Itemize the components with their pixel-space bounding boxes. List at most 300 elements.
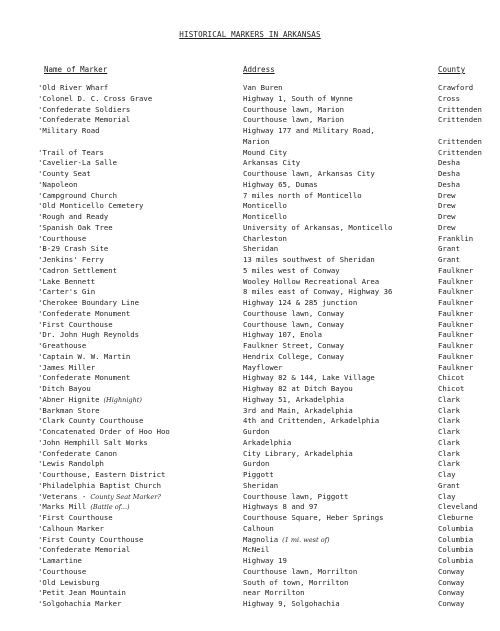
marker-name [38, 492, 238, 503]
marker-address-text: Marion [243, 136, 270, 146]
marker-county: Cross [438, 93, 460, 103]
marker-name [38, 406, 238, 417]
marker-address [243, 535, 435, 546]
table-row [0, 599, 500, 610]
marker-address-text: Wooley Hollow Recreational Area [243, 276, 380, 286]
marker-county: Clark [438, 416, 460, 426]
marker-name [38, 363, 238, 374]
table-row [0, 115, 500, 126]
table-row [0, 320, 500, 331]
marker-address-text: Van Buren [243, 83, 283, 92]
marker-name [38, 223, 238, 234]
marker-county: Clark [438, 405, 460, 415]
marker-name-text: 'Captain W. W. Martin [38, 351, 131, 361]
marker-address [243, 599, 435, 610]
marker-name [38, 459, 238, 470]
marker-county: Franklin [438, 233, 474, 243]
marker-address [243, 287, 435, 298]
handwritten-note: (1 mi. west of) [282, 535, 330, 544]
marker-name-text: 'County Seat [38, 169, 91, 178]
marker-name [38, 535, 238, 546]
table-row [0, 169, 500, 180]
marker-address [243, 427, 435, 438]
marker-county: Faulkner [438, 287, 474, 297]
marker-county: Clark [438, 459, 460, 469]
marker-name-text: 'Trail of Tears [38, 147, 104, 157]
table-row [0, 363, 500, 374]
marker-county: Clark [438, 448, 460, 458]
marker-name [38, 416, 238, 427]
marker-name-text: 'Old Monticello Cemetery [38, 201, 144, 211]
marker-address-text: Courthouse lawn, Arkansas City [243, 169, 375, 178]
marker-address-text: Highway 51, Arkadelphia [243, 394, 345, 404]
table-row [0, 395, 500, 406]
marker-name-text: 'Courthouse, Eastern District [38, 470, 166, 479]
marker-name-text: 'Lake Bennett [38, 276, 96, 286]
marker-name-text: 'Veterans - [38, 491, 87, 501]
marker-address [243, 83, 435, 94]
marker-name-text: 'Old River Wharf [38, 83, 109, 92]
marker-name [38, 599, 238, 610]
marker-address-text: Highway 177 and Military Road, [243, 126, 375, 135]
table-row [0, 406, 500, 417]
marker-name-text: 'Rough and Ready [38, 212, 109, 221]
table-row [0, 502, 500, 513]
marker-address-text: Highway 82 & 144, Lake Village [243, 373, 375, 383]
marker-name-text: 'Cherokee Boundary Line [38, 298, 140, 307]
marker-county: Drew [438, 190, 456, 200]
table-row [0, 94, 500, 105]
marker-name-text: 'Barkman Store [38, 405, 100, 415]
marker-address-text: Piggott [243, 470, 274, 479]
marker-name-text: 'Confederate Memorial [38, 545, 131, 555]
marker-name-text: 'Confederate Monument [38, 373, 131, 383]
table-row [0, 191, 500, 202]
marker-name-text: 'Ditch Bayou [38, 384, 91, 393]
table-row [0, 470, 500, 481]
marker-name [38, 384, 238, 395]
marker-address [243, 180, 435, 191]
marker-county: Chicot [438, 373, 465, 383]
marker-address-text: Monticello [243, 201, 287, 211]
marker-county: Conway [438, 599, 465, 608]
marker-address-text: near Morrilton [243, 588, 305, 598]
marker-address-text: 7 miles north of Monticello [243, 190, 362, 200]
marker-county: Clay [438, 491, 456, 501]
marker-county: Faulkner [438, 330, 474, 340]
table-row [0, 524, 500, 535]
marker-county: Conway [438, 566, 465, 576]
marker-address-text: Highway 19 [243, 556, 287, 565]
marker-name [38, 373, 238, 384]
marker-address-text: Arkansas City [243, 158, 301, 168]
marker-address-text: 4th and Crittenden, Arkadelphia [243, 416, 380, 426]
marker-address [243, 481, 435, 492]
marker-address [243, 384, 435, 395]
marker-county: Faulkner [438, 298, 474, 307]
table-row [0, 427, 500, 438]
marker-address-text: Courthouse lawn, Marion [243, 115, 345, 125]
marker-address [243, 244, 435, 255]
marker-name [38, 83, 238, 94]
marker-county: Crittenden [438, 147, 482, 157]
marker-county: Crittenden [438, 115, 482, 125]
marker-name-text: 'B-29 Crash Site [38, 244, 109, 254]
marker-county: Clark [438, 437, 460, 447]
marker-name [38, 169, 238, 180]
marker-name [38, 341, 238, 352]
marker-address [243, 395, 435, 406]
marker-address [243, 266, 435, 277]
marker-county: Cleveland [438, 502, 478, 512]
page-title: HISTORICAL MARKERS IN ARKANSAS [179, 30, 321, 39]
marker-address-text: Courthouse lawn, Marion [243, 104, 345, 114]
marker-county: Desha [438, 169, 460, 178]
marker-county: Desha [438, 158, 460, 168]
marker-name [38, 588, 238, 599]
marker-address [243, 320, 435, 331]
table-row [0, 567, 500, 578]
table-row [0, 449, 500, 460]
marker-address [243, 470, 435, 481]
marker-address-text: Highway 107, Enola [243, 330, 323, 340]
marker-address [243, 277, 435, 288]
marker-name [38, 287, 238, 298]
marker-name-text: 'Petit Jean Mountain [38, 588, 126, 598]
marker-address [243, 588, 435, 599]
marker-address [243, 545, 435, 556]
marker-county: Faulkner [438, 265, 474, 275]
table-row [0, 266, 500, 277]
marker-address [243, 94, 435, 105]
table-row [0, 105, 500, 116]
marker-address [243, 373, 435, 384]
marker-address-text: Gurdon [243, 459, 270, 469]
marker-address-text: Monticello [243, 212, 287, 221]
table-row [0, 535, 500, 546]
table-row [0, 212, 500, 223]
marker-address-text: University of Arkansas, Monticello [243, 222, 393, 232]
marker-address-text: Faulkner Street, Conway [243, 341, 345, 350]
marker-address [243, 492, 435, 503]
marker-name-text: 'James Miller [38, 362, 96, 372]
marker-county: Faulkner [438, 341, 474, 350]
marker-county: Crittenden [438, 104, 482, 114]
marker-name [38, 502, 238, 513]
marker-name-text: 'Solgohachia Marker [38, 599, 122, 608]
marker-county: Faulkner [438, 319, 474, 329]
marker-address [243, 578, 435, 589]
marker-address-text: City Library, Arkadelphia [243, 448, 353, 458]
marker-name-text: 'Military Road [38, 126, 100, 135]
marker-name-text: 'Colonel D. C. Cross Grave [38, 93, 153, 103]
table-row [0, 492, 500, 503]
table-row [0, 481, 500, 492]
table-row [0, 255, 500, 266]
marker-address-text: Sheridan [243, 244, 279, 254]
marker-name-text: 'Philadelphia Baptist Church [38, 480, 162, 490]
marker-county: Crittenden [438, 136, 482, 146]
table-row [0, 384, 500, 395]
marker-address-text: Mound City [243, 147, 287, 157]
table-row [0, 83, 500, 94]
marker-address [243, 330, 435, 341]
table-row [0, 126, 500, 137]
marker-address [243, 352, 435, 363]
marker-name-text: 'Jenkins' Ferry [38, 255, 104, 264]
marker-address [243, 191, 435, 202]
marker-county: Drew [438, 212, 456, 221]
marker-address-text: Highways 8 and 97 [243, 502, 318, 512]
marker-county: Grant [438, 480, 460, 490]
header-county: County [438, 65, 466, 74]
handwritten-note: (Highnight) [103, 395, 142, 404]
marker-name [38, 277, 238, 288]
marker-name [38, 180, 238, 191]
marker-name [38, 298, 238, 309]
marker-name [38, 545, 238, 556]
table-row [0, 373, 500, 384]
marker-address-text: Hendrix College, Conway [243, 351, 345, 361]
marker-county: Drew [438, 222, 456, 232]
marker-name [38, 395, 238, 406]
marker-name [38, 481, 238, 492]
marker-county: Desha [438, 179, 460, 189]
table-row [0, 148, 500, 159]
marker-address [243, 234, 435, 245]
handwritten-note: County Seat Marker? [90, 492, 161, 501]
handwritten-note: (Battle of...) [90, 503, 130, 512]
table-row [0, 438, 500, 449]
marker-address [243, 126, 435, 137]
marker-name [38, 244, 238, 255]
table-row [0, 330, 500, 341]
marker-name-text: 'Marks Mill [38, 502, 87, 512]
marker-county: Conway [438, 588, 465, 598]
marker-name [38, 94, 238, 105]
marker-address [243, 212, 435, 223]
marker-name-text: 'John Hemphill Salt Works [38, 437, 148, 447]
marker-name [38, 438, 238, 449]
table-row [0, 287, 500, 298]
marker-address-text: Highway 124 & 285 junction [243, 298, 358, 307]
marker-address [243, 148, 435, 159]
marker-address [243, 223, 435, 234]
marker-name [38, 148, 238, 159]
marker-name-text: 'First County Courthouse [38, 534, 144, 544]
marker-address-text: Courthouse lawn, Piggott [243, 491, 349, 501]
marker-address-text: Gurdon [243, 427, 270, 436]
marker-address-text: 3rd and Main, Arkadelphia [243, 405, 353, 415]
marker-name [38, 578, 238, 589]
marker-address-text: Courthouse Square, Heber Springs [243, 513, 384, 522]
table-row [0, 201, 500, 212]
table-row [0, 223, 500, 234]
marker-name-text: 'Lamartine [38, 556, 82, 565]
marker-county: Columbia [438, 556, 474, 565]
marker-name [38, 115, 238, 126]
table-row [0, 588, 500, 599]
marker-address-text: Highway 65, Dumas [243, 179, 318, 189]
header-address: Address [243, 65, 275, 74]
marker-name [38, 126, 238, 137]
marker-name [38, 191, 238, 202]
marker-address-text: 5 miles west of Conway [243, 265, 340, 275]
marker-address [243, 298, 435, 309]
table-row [0, 341, 500, 352]
marker-name [38, 427, 238, 438]
marker-name-text: 'Courthouse [38, 566, 87, 576]
marker-address-text: South of town, Morrilton [243, 577, 349, 587]
marker-name [38, 524, 238, 535]
marker-address [243, 556, 435, 567]
marker-list [0, 83, 500, 610]
marker-address-text: Highway 1, South of Wynne [243, 93, 353, 103]
marker-address-text: Calhoun [243, 523, 274, 533]
marker-county: Faulkner [438, 351, 474, 361]
marker-address [243, 438, 435, 449]
marker-name-text: 'Cadron Settlement [38, 265, 118, 275]
marker-name [38, 470, 238, 481]
table-row [0, 545, 500, 556]
marker-name-text: 'Old Lewisburg [38, 577, 100, 587]
marker-name-text: 'Calhoun Marker [38, 523, 104, 533]
marker-address-text: Mayflower [243, 362, 283, 372]
header-name: Name of Marker [44, 65, 108, 74]
marker-name-text: 'Abner Hignite [38, 394, 100, 404]
marker-county: Cleburne [438, 513, 474, 522]
table-row [0, 352, 500, 363]
marker-address [243, 169, 435, 180]
table-row [0, 578, 500, 589]
marker-county: Clay [438, 470, 456, 479]
marker-name [38, 201, 238, 212]
marker-name [38, 556, 238, 567]
column-headers [0, 65, 500, 76]
table-row [0, 459, 500, 470]
marker-address-text: Magnolia [243, 534, 279, 544]
marker-county: Columbia [438, 545, 474, 555]
marker-county: Clark [438, 427, 460, 436]
marker-name-text: 'Confederate Monument [38, 308, 131, 318]
marker-address-text: Charleston [243, 233, 287, 243]
marker-address-text: 13 miles southwest of Sheridan [243, 255, 375, 264]
marker-address [243, 137, 435, 148]
marker-address [243, 115, 435, 126]
table-row [0, 309, 500, 320]
marker-address [243, 309, 435, 320]
marker-county: Grant [438, 244, 460, 254]
marker-name [38, 255, 238, 266]
table-row [0, 556, 500, 567]
marker-name-text: 'Confederate Soldiers [38, 104, 131, 114]
marker-name-text: 'Napoleon [38, 179, 78, 189]
marker-county: Crawford [438, 83, 474, 92]
marker-county: Conway [438, 577, 465, 587]
marker-address-text: Highway 82 at Ditch Bayou [243, 384, 353, 393]
marker-address [243, 158, 435, 169]
marker-address [243, 459, 435, 470]
marker-county: Faulkner [438, 308, 474, 318]
marker-name-text: 'Concatenated Order of Hoo Hoo [38, 427, 170, 436]
table-row [0, 244, 500, 255]
table-row [0, 137, 500, 148]
marker-name [38, 105, 238, 116]
marker-name [38, 266, 238, 277]
marker-address [243, 406, 435, 417]
marker-county: Chicot [438, 384, 465, 393]
marker-name-text: 'Clark County Courthouse [38, 416, 144, 426]
marker-address [243, 201, 435, 212]
marker-address [243, 105, 435, 116]
marker-address [243, 524, 435, 535]
marker-name-text: 'First Courthouse [38, 513, 113, 522]
marker-address-text: Courthouse lawn, Morrilton [243, 566, 358, 576]
table-row [0, 234, 500, 245]
marker-name-text: 'Dr. John Hugh Reynolds [38, 330, 140, 340]
marker-name [38, 330, 238, 341]
marker-address-text: Courthouse lawn, Conway [243, 319, 345, 329]
marker-name [38, 212, 238, 223]
table-row [0, 513, 500, 524]
marker-address-text: Courthouse lawn, Conway [243, 308, 345, 318]
marker-county: Faulkner [438, 362, 474, 372]
marker-address [243, 255, 435, 266]
marker-name [38, 567, 238, 578]
marker-name-text: 'Carter's Gin [38, 287, 96, 297]
marker-name-text: 'First Courthouse [38, 319, 113, 329]
marker-address-text: Highway 9, Solgohachia [243, 599, 340, 608]
marker-address [243, 513, 435, 524]
table-row [0, 416, 500, 427]
marker-address [243, 416, 435, 427]
marker-name [38, 320, 238, 331]
marker-address [243, 567, 435, 578]
marker-county: Drew [438, 201, 456, 211]
marker-address-text: Sheridan [243, 480, 279, 490]
marker-name-text: 'Lewis Randolph [38, 459, 104, 469]
marker-name [38, 449, 238, 460]
marker-address [243, 502, 435, 513]
marker-name-text: 'Spanish Oak Tree [38, 222, 113, 232]
marker-name-text: 'Confederate Canon [38, 448, 118, 458]
marker-address-text: McNeil [243, 545, 270, 555]
marker-address-text: Arkadelphia [243, 437, 292, 447]
marker-address [243, 341, 435, 352]
marker-name-text: 'Cavelier-La Salle [38, 158, 118, 168]
marker-name-text: 'Confederate Memorial [38, 115, 131, 125]
marker-county: Columbia [438, 534, 474, 544]
marker-name [38, 309, 238, 320]
marker-address [243, 363, 435, 374]
marker-county: Grant [438, 255, 460, 264]
marker-county: Columbia [438, 523, 474, 533]
marker-name-text: 'Courthouse [38, 233, 87, 243]
table-row [0, 158, 500, 169]
marker-county: Faulkner [438, 276, 474, 286]
table-row [0, 298, 500, 309]
table-row [0, 277, 500, 288]
marker-name [38, 513, 238, 524]
marker-county: Clark [438, 394, 460, 404]
marker-address-text: 8 miles east of Conway, Highway 36 [243, 287, 393, 297]
table-row [0, 180, 500, 191]
marker-name [38, 352, 238, 363]
marker-name [38, 158, 238, 169]
marker-name-text: 'Campground Church [38, 190, 118, 200]
marker-name-text: 'Greathouse [38, 341, 87, 350]
marker-name [38, 234, 238, 245]
